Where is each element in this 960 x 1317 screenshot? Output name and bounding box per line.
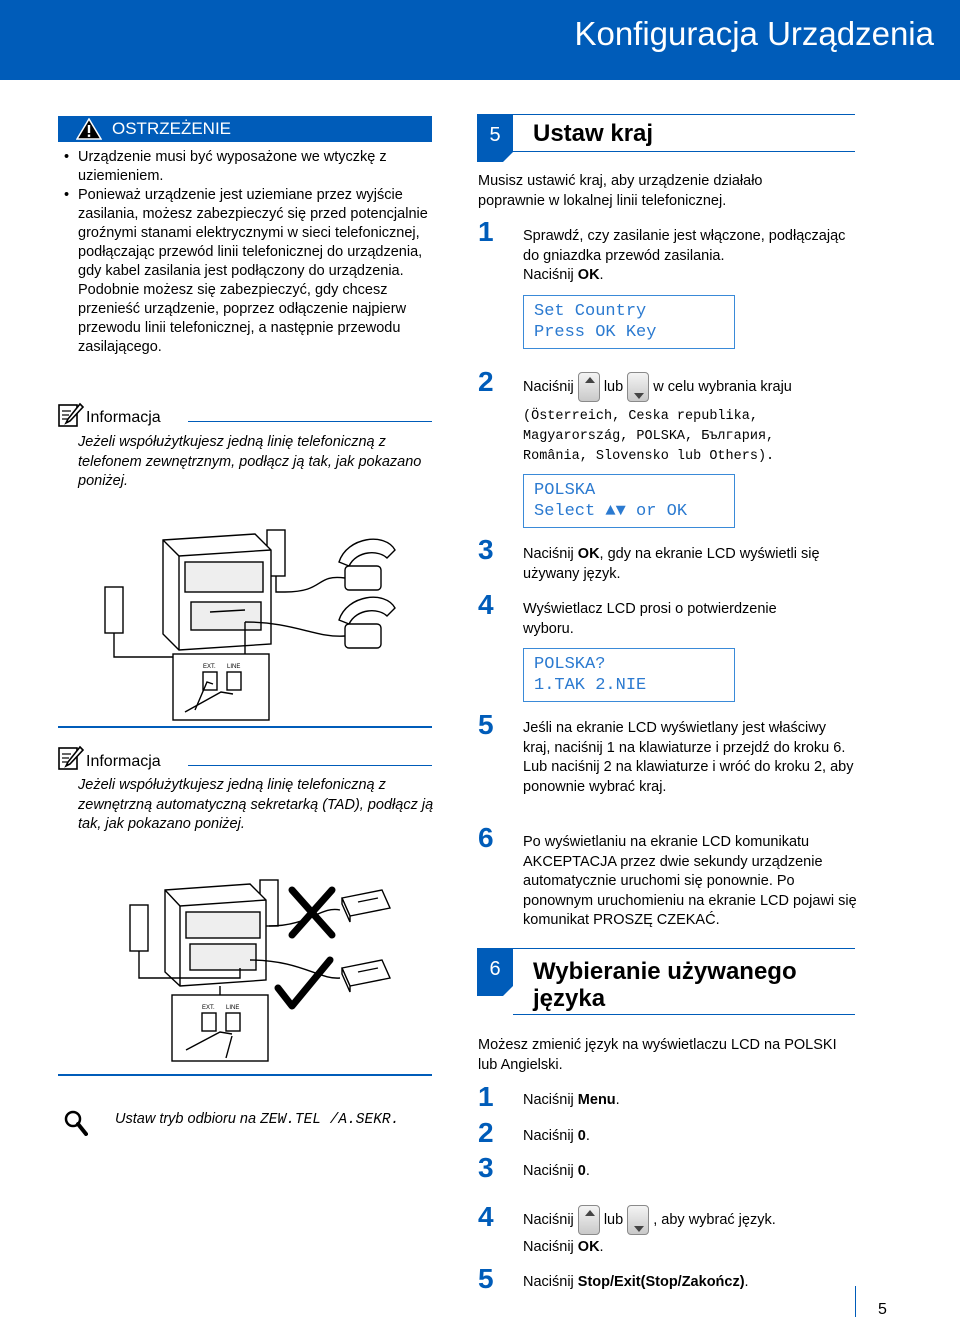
step-number: 1 (478, 1081, 494, 1112)
lcd-display: POLSKA Select ▲▼ or OK (523, 474, 735, 528)
step-text: Wyświetlacz LCD prosi o potwierdzenie wyboru. (523, 601, 777, 637)
info-text: Jeżeli współużytkujesz jedną linię telefoniczną z telefonem zewnętrznym, podłącz ją tak, jak pokazano poniżej. (78, 434, 422, 489)
up-arrow-key-icon (578, 1205, 600, 1235)
step-number: 5 (478, 1263, 494, 1294)
step-number: 3 (478, 534, 494, 565)
section-divider (58, 1074, 432, 1076)
step-number: 1 (478, 216, 494, 247)
magnifier-icon (64, 1110, 88, 1136)
country-options: (Österreich, Ceska republika, Magyarország, POLSKA, България, România, Slovensko lub Others). (523, 409, 775, 464)
cross-icon (292, 890, 332, 935)
check-icon (278, 960, 330, 1006)
step-number: 4 (478, 1201, 494, 1232)
info-rule (188, 421, 432, 422)
info-title: Informacja (86, 753, 161, 770)
page-number: 5 (878, 1301, 887, 1317)
step-text: Naciśnij 0. (523, 1163, 590, 1179)
section-intro: Możesz zmienić język na wyświetlaczu LCD na POLSKI lub Angielski. (478, 1037, 837, 1073)
info-rule (188, 765, 432, 766)
down-arrow-key-icon (627, 372, 649, 402)
port-label-ext: EXT. (202, 1005, 215, 1011)
step-text: Po wyświetlaniu na ekranie LCD komunikatu AKCEPTACJA przez dwie sekundy urządzenie automatycznie uruchomi się ponownie. Po ponownym uruchomieniu na ekranie LCD pojawi się komunikat PROSZĘ CZEKAĆ. (523, 834, 857, 928)
step-text: Naciśnij Menu. (523, 1092, 620, 1108)
section-title: Wybieranie używanego języka (533, 958, 797, 1012)
warning-triangle-icon (76, 118, 102, 140)
step-text: Naciśnij OK, gdy na ekranie LCD wyświetli się używany język. (523, 546, 820, 582)
page-corner-rule (855, 1286, 856, 1317)
step-text: Naciśnij Stop/Exit(Stop/Zakończ). (523, 1274, 749, 1290)
section-rule (513, 151, 855, 152)
port-label-ext: EXT. (203, 664, 216, 670)
list-item: • Urządzenie musi być wyposażone we wtyczkę z uziemieniem. (62, 148, 434, 186)
step-text: Naciśnij lub w celu wybrania kraju (523, 370, 863, 404)
section-rule (477, 948, 855, 949)
section-divider (58, 726, 432, 728)
step-number: 3 (478, 1152, 494, 1183)
page-title: Konfiguracja Urządzenia (574, 15, 934, 52)
section-number-badge: 6 (477, 948, 513, 996)
step-text: Jeśli na ekranie LCD wyświetlany jest właściwy kraj, naciśnij 1 na klawiaturze i przejdź do kroku 6. Lub naciśnij 2 na klawiaturze i wróć do kroku 2, aby ponownie wybrać kraj. (523, 720, 854, 795)
warning-list (62, 148, 434, 357)
section-number-badge: 5 (477, 114, 513, 162)
port-label-line: LINE (227, 664, 241, 670)
section-title: Ustaw kraj (533, 120, 654, 147)
telephone-connection-diagram (95, 522, 435, 722)
section-intro: Musisz ustawić kraj, aby urządzenie działało poprawnie w lokalnej linii telefonicznej. (478, 173, 763, 209)
step-number: 5 (478, 709, 494, 740)
step-text: Naciśnij OK. (523, 1239, 604, 1255)
info-title: Informacja (86, 409, 161, 426)
down-arrow-key-icon (627, 1205, 649, 1235)
warning-title: OSTRZEŻENIE (112, 119, 232, 138)
tip-text: Ustaw tryb odbioru na ZEW.TEL /A.SEKR. (115, 1111, 400, 1128)
lcd-display: POLSKA? 1.TAK 2.NIE (523, 648, 735, 702)
step-text: Naciśnij 0. (523, 1128, 590, 1144)
step-number: 2 (478, 1117, 494, 1148)
section-rule (477, 114, 855, 115)
note-pencil-icon (58, 745, 84, 771)
lcd-display: Set Country Press OK Key (523, 295, 735, 349)
info-text: Jeżeli współużytkujesz jedną linię telefoniczną z zewnętrzną automatyczną sekretarką (TAD), podłącz ją tak, jak pokazano poniżej. (78, 777, 434, 832)
section-rule (513, 1014, 855, 1015)
step-number: 2 (478, 366, 494, 397)
list-item: • Ponieważ urządzenie jest uziemiane przez wyjście zasilania, możesz zabezpieczyć się przed potencjalnie groźnymi stanami elektrycznymi w sieci telefonicznej, podłączając przewód linii telefonicznej do urządzenia, gdy kabel zasilania jest podłączony do urządzenia. Podobnie możesz się zabezpieczyć, gdy chcesz przenieść urządzenie, poprzez odłączenie najpierw przewodu linii telefonicznej, a następnie przewodu zasilającego. (62, 186, 434, 357)
step-text: Naciśnij lub , aby wybrać język. (523, 1203, 853, 1237)
step-number: 4 (478, 589, 494, 620)
up-arrow-key-icon (578, 372, 600, 402)
answering-machine-connection-diagram (120, 860, 420, 1065)
step-text: Sprawdź, czy zasilanie jest włączone, podłączając do gniazdka przewód zasilania. Naciśnij OK. (523, 228, 846, 283)
step-number: 6 (478, 822, 494, 853)
port-label-line: LINE (226, 1005, 240, 1011)
note-pencil-icon (58, 402, 84, 428)
